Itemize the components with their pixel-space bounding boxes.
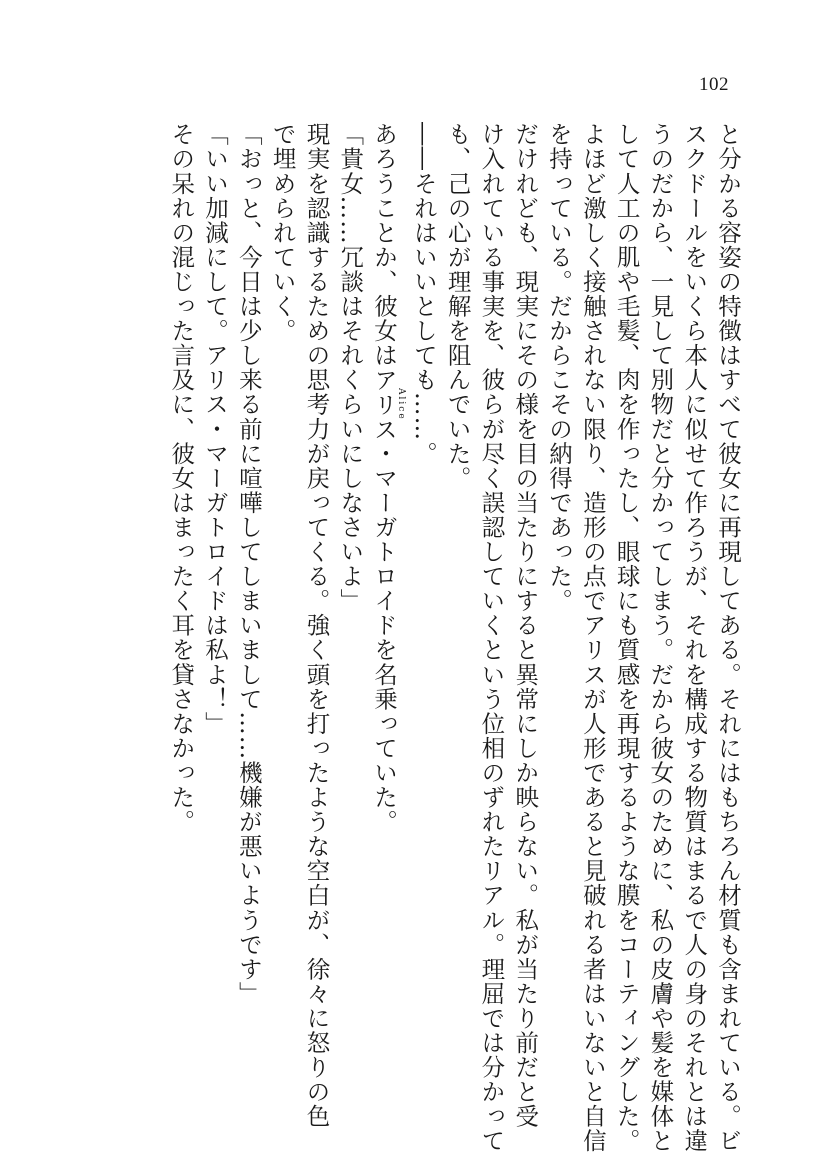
text-line: と分かる容姿の特徴はすべて彼女に再現してある。それにはもちろん材質も含まれている。ビ	[714, 122, 742, 1154]
text-line: うのだから、一見して別物だと分かってしまう。だから彼女のために、私の皮膚や髪を媒体と	[646, 122, 675, 1154]
text-line: を持っている。だからこその納得であった。	[545, 122, 574, 613]
text-line: だけれども、現実にその様を目の当たりにすると異常にしか映らない。私が当たり前だと受	[511, 122, 540, 1129]
text-line: ――それはいいとしても……。	[409, 122, 438, 466]
line-prefix: あろうことか、彼女は	[370, 122, 399, 368]
text-line: で埋められていく。	[268, 122, 297, 343]
text-line: 「おっと、今日は少し来る前に喧嘩してしまいまして……機嫌が悪いようです」	[234, 122, 263, 1006]
text-line: よほど激しく接触されない限り、造形の点でアリスが人形であると見破れる者はいないと自信	[578, 122, 607, 1154]
text-line: 現実を認識するための思考力が戻ってくる。強く頭を打ったような空白が、徐々に怒りの色	[302, 122, 331, 1129]
text-line: 「いい加減にして。アリス・マーガトロイドは私よ！」	[201, 122, 230, 736]
text-line: その呆れの混じった言及に、彼女はまったく耳を貸さなかった。	[167, 122, 196, 834]
ruby-reading: Alice	[396, 367, 407, 442]
page-number: 102	[699, 74, 729, 95]
text-line: スクドールをいくら本人に似せて作ろうが、それを構成する物質はまるで人の身のそれとは違	[680, 122, 709, 1154]
text-line: け入れている事実を、彼らが尽く誤認していくという位相のずれたリアル。理屈では分かって	[477, 122, 506, 1154]
ruby-base: アリス	[370, 367, 399, 442]
text-line-with-ruby	[366, 122, 406, 1082]
ruby-alice	[370, 367, 407, 442]
text-line: 「貴女……冗談はそれくらいにしなさいよ」	[336, 122, 365, 613]
text-line: して人工の肌や毛髪、肉を作ったし、眼球にも質感を再現するような膜をコーティングした。	[612, 122, 641, 1154]
line-suffix: ・マーガトロイドを名乗っていた。	[370, 441, 399, 834]
body-text	[78, 122, 744, 1154]
text-line: も、己の心が理解を阻んでいた。	[443, 122, 472, 491]
